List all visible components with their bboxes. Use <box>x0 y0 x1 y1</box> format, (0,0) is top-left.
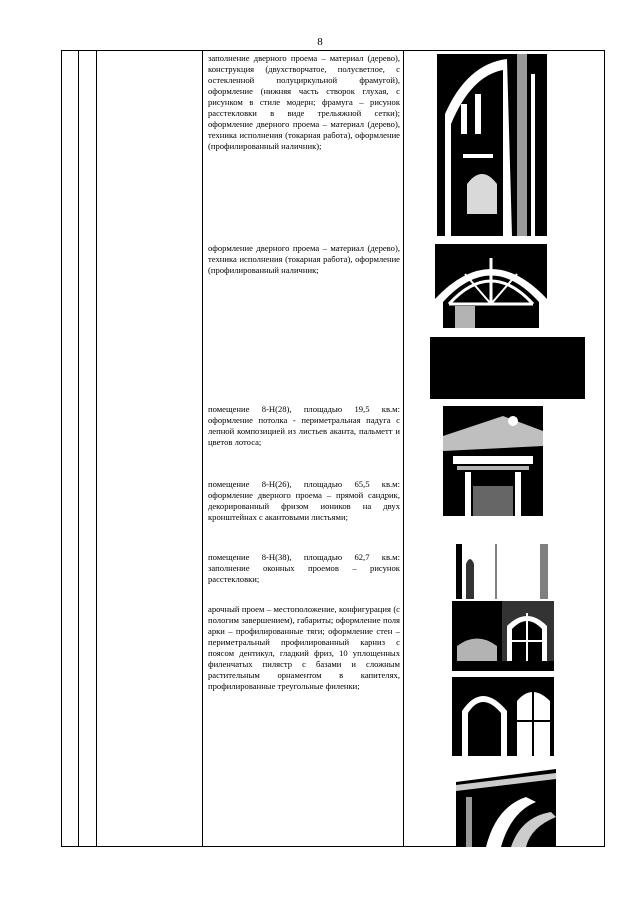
description-text: арочный проем – местоположение, конфигурация (с пологим завершением), габариты; оформление поля арки – профилированные тяги; оформление стен – периметральный профилированный карниз с поясом дентикул, гладкий фриз, 10 уплощенных филенчатых пилястр с базами и сложным растительным орнаментом в капителях, профилированные треугольные филенки; <box>208 604 400 691</box>
column-divider <box>403 51 404 846</box>
column-divider <box>78 51 79 846</box>
arch-photo <box>452 601 554 756</box>
cornice-photo <box>456 757 556 847</box>
description-text: заполнение дверного проема – материал (дерево), конструкция (двухстворчатое, полусветлое, с остекленной полуциркульной фрамугой), оформление (нижняя часть створок глухая, с рисунком в стиле модерн; фрамуга – рисунок расстекловки в виде трельяжной сетки); оформление дверного проема – материал (дерево), техника исполнения (токарная работа), оформление (профилированный наличник); <box>208 53 400 151</box>
door-photo <box>437 54 547 236</box>
description-text: оформление дверного проема – материал (дерево), техника исполнения (токарная работа), оформление (профилированный наличник; <box>208 243 400 275</box>
description-door-frame <box>208 243 400 276</box>
description-room-28 <box>208 404 400 448</box>
document-table <box>61 50 605 847</box>
fanlight-photo <box>435 244 547 328</box>
black-photo <box>430 337 585 399</box>
description-text: помещение 8-Н(26), площадью 65,5 кв.м: оформление дверного проема – прямой сандрик, декорированный фризом иоников на двух кронштейнах с акантовыми листьями; <box>208 479 400 522</box>
description-text: помещение 8-Н(38), площадью 62,7 кв.м: заполнение оконных проемов – рисунок расстекловки; <box>208 552 400 584</box>
description-room-26 <box>208 479 400 523</box>
description-arch <box>208 604 400 692</box>
column-divider <box>96 51 97 846</box>
description-room-38 <box>208 552 400 585</box>
ceiling-photo <box>443 406 543 516</box>
window-photo <box>456 544 548 599</box>
description-text: помещение 8-Н(28), площадью 19,5 кв.м: оформление потолка - периметральная падуга с лепной композицией из листьев аканта, пальметт и цветов лотоса; <box>208 404 400 447</box>
column-divider <box>202 51 203 846</box>
page-number: 8 <box>317 36 323 48</box>
description-door-filling <box>208 53 400 152</box>
